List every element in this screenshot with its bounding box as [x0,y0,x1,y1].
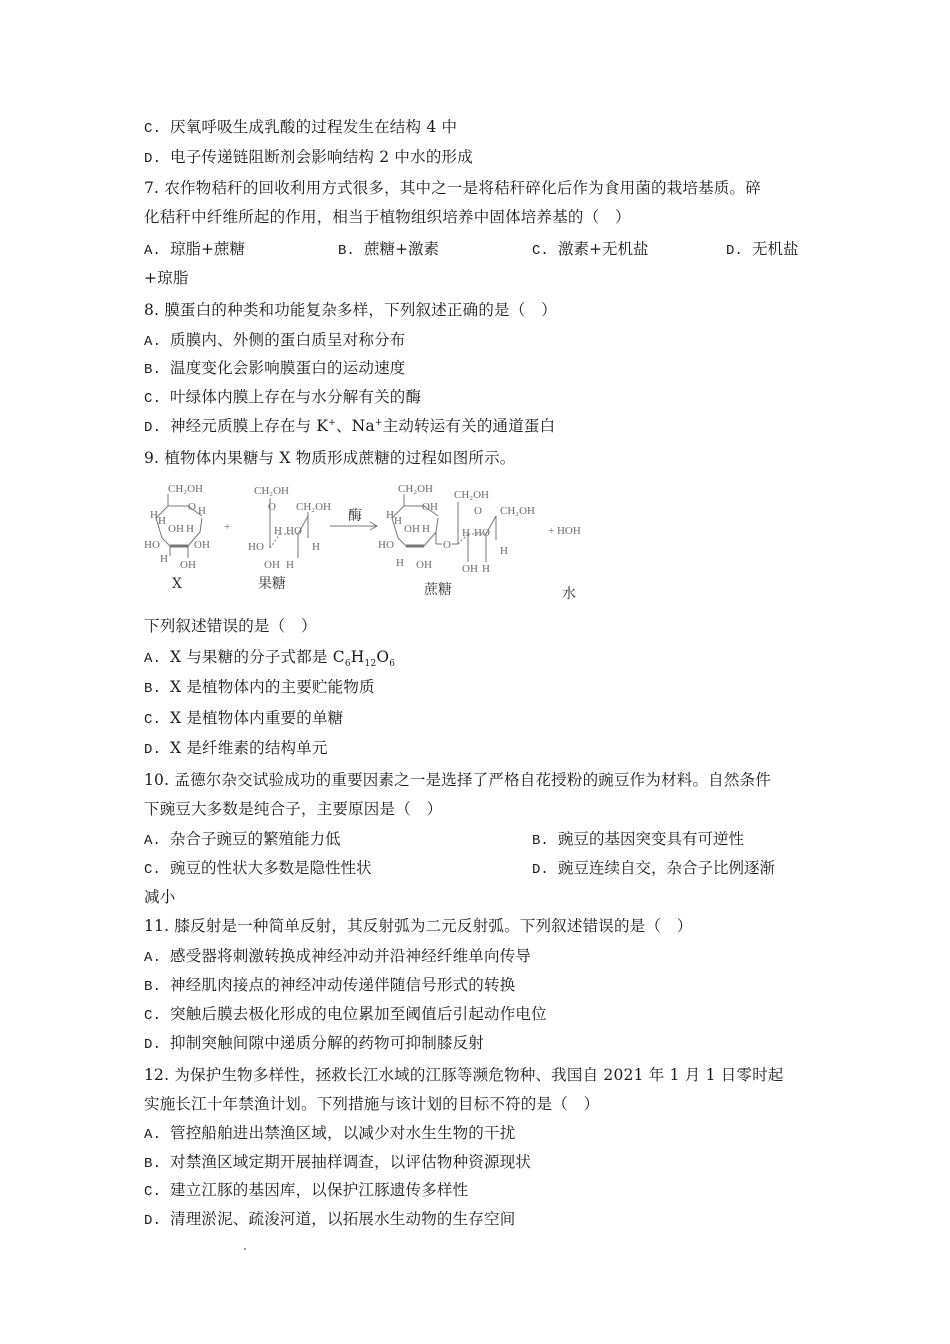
svg-text:OH: OH [422,501,438,513]
q7-stem-line2: 化秸秆中纤维所起的作用，相当于植物组织培养中固体培养基的（ ） [144,208,631,226]
option-label: A. [144,833,161,849]
q9-sub-stem: 下列叙述错误的是（ ） [144,617,317,635]
svg-text:H: H [482,563,490,575]
option-text: 感受器将刺激转换成神经冲动并沿神经纤维单向传导 [170,947,532,965]
q8-stem: 8. 膜蛋白的种类和功能复杂多样，下列叙述正确的是（ ） [144,301,557,319]
formula-c: C [332,648,345,666]
svg-text:HO: HO [144,539,160,551]
option-text: 激素+无机盐 [558,240,649,258]
option-text: 温度变化会影响膜蛋白的运动速度 [170,359,406,377]
q10-option-d-wrap: 减小 [144,888,176,906]
option-label: C. [144,121,162,137]
q10-option-c [144,858,372,880]
ch2oh-text: CH₂OH [168,483,204,495]
svg-text:CH₂OH: CH₂OH [398,483,434,495]
svg-text:O: O [474,505,482,517]
option-text: 质膜内、外侧的蛋白质呈对称分布 [170,331,406,349]
svg-text:HO: HO [474,527,490,539]
q9-option-d [144,738,328,760]
svg-text:H: H [150,509,158,521]
q8-option-a [144,330,406,352]
q11-option-c [144,1004,547,1026]
option-label: B. [144,979,162,995]
option-text: 厌氧呼吸生成乳酸的过程发生在结构 4 中 [170,118,458,136]
superscript-plus: + [374,417,383,428]
option-label: D. [726,243,743,259]
q9-option-a [144,647,395,669]
hoh-text: + HOH [548,525,581,537]
svg-text:水: 水 [562,586,576,602]
option-label: B. [144,681,162,697]
option-label: D. [144,1213,162,1229]
svg-text:H: H [274,525,282,537]
option-label: D. [532,862,549,878]
svg-text:H: H [312,541,320,553]
option-label: A. [144,243,161,259]
q10-option-d [532,858,775,880]
option-label: C. [144,391,162,407]
option-label: A. [144,1127,162,1143]
option-text-mid: 、Na [335,417,375,435]
q11-stem: 11. 膝反射是一种简单反射，其反射弧为二元反射弧。下列叙述错误的是（ ） [144,917,693,935]
q8-option-b [144,358,406,380]
q9-stem: 9. 植物体内果糖与 X 物质形成蔗糖的过程如图所示。 [144,449,516,467]
svg-text:H: H [396,557,404,569]
option-text: 神经肌肉接点的神经冲动传递伴随信号形式的转换 [170,976,516,994]
svg-text:酶: 酶 [348,508,362,524]
svg-text:O: O [188,501,196,513]
svg-text:O: O [268,501,276,513]
formula-o: O [376,648,390,666]
option-text: 琼脂+蔗糖 [170,240,245,258]
option-text: X 是植物体内重要的单糖 [170,709,344,727]
option-text-before: 神经元质膜上存在与 K [170,417,329,435]
q12-option-d [144,1209,515,1231]
option-text: 电子传递链阻断剂会影响结构 2 中水的形成 [170,148,473,166]
subscript: 6 [389,659,396,670]
option-text: X 是植物体内的主要贮能物质 [170,678,375,696]
q12-stem-line2: 实施长江十年禁渔计划。下列措施与该计划的目标不符的是（ ） [144,1095,600,1113]
q7-option-b [338,239,439,261]
q8-option-c [144,387,421,409]
q8-option-d [144,416,555,438]
q9-option-c [144,708,343,730]
option-text: 无机盐 [752,240,799,258]
svg-text:OH: OH [168,523,184,535]
svg-text:CH₂OH: CH₂OH [454,489,490,501]
svg-text:OH: OH [180,559,196,571]
q12-stem-line1: 12. 为保护生物多样性，拯救长江水域的江豚等濒危物种、我国自 2021 年 1 月 1 日零时起 [144,1066,784,1084]
svg-text:H: H [186,523,194,535]
option-label: A. [144,950,162,966]
formula-h: H [350,648,365,666]
q10-option-a [144,829,341,851]
option-label: D. [144,420,162,436]
q10-stem-line2: 下豌豆大多数是纯合子，主要原因是（ ） [144,800,443,818]
option-label: B. [144,1156,162,1172]
svg-text:H: H [462,527,470,539]
option-text: 管控船舶进出禁渔区域，以减少对水生生物的干扰 [170,1124,516,1142]
svg-text:果糖: 果糖 [258,576,286,592]
option-label: C. [532,243,549,259]
q11-option-a [144,946,531,968]
option-label: D. [144,151,162,167]
scan-speck [244,1248,246,1250]
svg-text:OH: OH [416,559,432,571]
svg-text:CH₂OH: CH₂OH [296,501,332,513]
diagram-svg [140,476,610,606]
svg-text:+: + [224,521,231,533]
option-label: C. [144,862,161,878]
option-text: 豌豆的性状大多数是隐性性状 [170,859,372,877]
svg-text:CH₂OH: CH₂OH [500,505,536,517]
option-text: 豌豆的基因突变具有可逆性 [558,830,745,848]
svg-text:H: H [160,553,168,565]
svg-text:HO: HO [248,541,264,553]
q12-option-a [144,1123,515,1145]
svg-text:HO: HO [286,525,302,537]
svg-text:OH: OH [404,523,420,535]
svg-text:H: H [286,559,294,571]
option-label: D. [144,742,162,758]
svg-text:OH: OH [462,563,478,575]
subscript: 6 [344,659,351,670]
q10-option-b [532,829,744,851]
q11-option-b [144,975,515,997]
q7-option-a [144,239,245,261]
subscript: 12 [364,659,377,670]
option-label: C. [144,1008,162,1024]
option-text-after: 主动转运有关的通道蛋白 [382,417,556,435]
option-label: C. [144,712,162,728]
svg-text:H: H [422,523,430,535]
q11-option-d [144,1033,484,1055]
svg-text:HO: HO [378,539,394,551]
q12-option-c [144,1180,468,1202]
svg-text:X: X [172,576,182,592]
q9-option-b [144,677,375,699]
svg-text:H: H [198,505,206,517]
svg-text:CH₂OH: CH₂OH [254,485,290,497]
svg-text:H: H [158,515,166,527]
option-text: 叶绿体内膜上存在与水分解有关的酶 [170,388,422,406]
q7-option-d [726,239,799,261]
q7-option-d-wrap: +琼脂 [144,269,189,287]
q12-option-b [144,1152,531,1174]
svg-text:H: H [386,509,394,521]
option-text: 建立江豚的基因库，以保护江豚遗传多样性 [170,1181,469,1199]
option-label: B. [532,833,549,849]
option-label: B. [144,362,162,378]
option-label: B. [338,243,355,259]
option-text: 杂合子豌豆的繁殖能力低 [170,830,341,848]
q7-option-c [532,239,649,261]
svg-text:OH: OH [194,539,210,551]
option-text: 清理淤泥、疏浚河道，以拓展水生动物的生存空间 [170,1210,516,1228]
svg-text:H: H [394,515,402,527]
option-text: 蔗糖+激素 [364,240,439,258]
sucrose-formation-diagram [140,476,610,606]
option-label: C. [144,1184,162,1200]
option-label: A. [144,334,162,350]
q7-stem-line1: 7. 农作物秸秆的回收利用方式很多，其中之一是将秸秆碎化后作为食用菌的栽培基质。碎 [144,179,761,197]
option-text: X 与果糖的分子式都是 [170,648,333,666]
option-text: 抑制突触间隙中递质分解的药物可抑制膝反射 [170,1034,485,1052]
option-text: 豌豆连续自交，杂合子比例逐渐 [558,859,776,877]
option-text: X 是纤维素的结构单元 [170,739,328,757]
svg-text:蔗糖: 蔗糖 [424,582,452,598]
option-label: A. [144,651,162,667]
option-text: 突触后膜去极化形成的电位累加至阈值后引起动作电位 [170,1005,547,1023]
q10-stem-line1: 10. 孟德尔杂交试验成功的重要因素之一是选择了严格自花授粉的豌豆作为材料。自然条件 [144,771,771,789]
q6-option-d [144,147,473,169]
q6-option-c [144,117,457,139]
svg-text:O: O [443,539,451,551]
svg-text:OH: OH [264,559,280,571]
option-text: 对禁渔区域定期开展抽样调查，以评估物种资源现状 [170,1153,532,1171]
superscript-plus: + [328,417,336,428]
option-label: D. [144,1037,162,1053]
svg-text:H: H [500,545,508,557]
